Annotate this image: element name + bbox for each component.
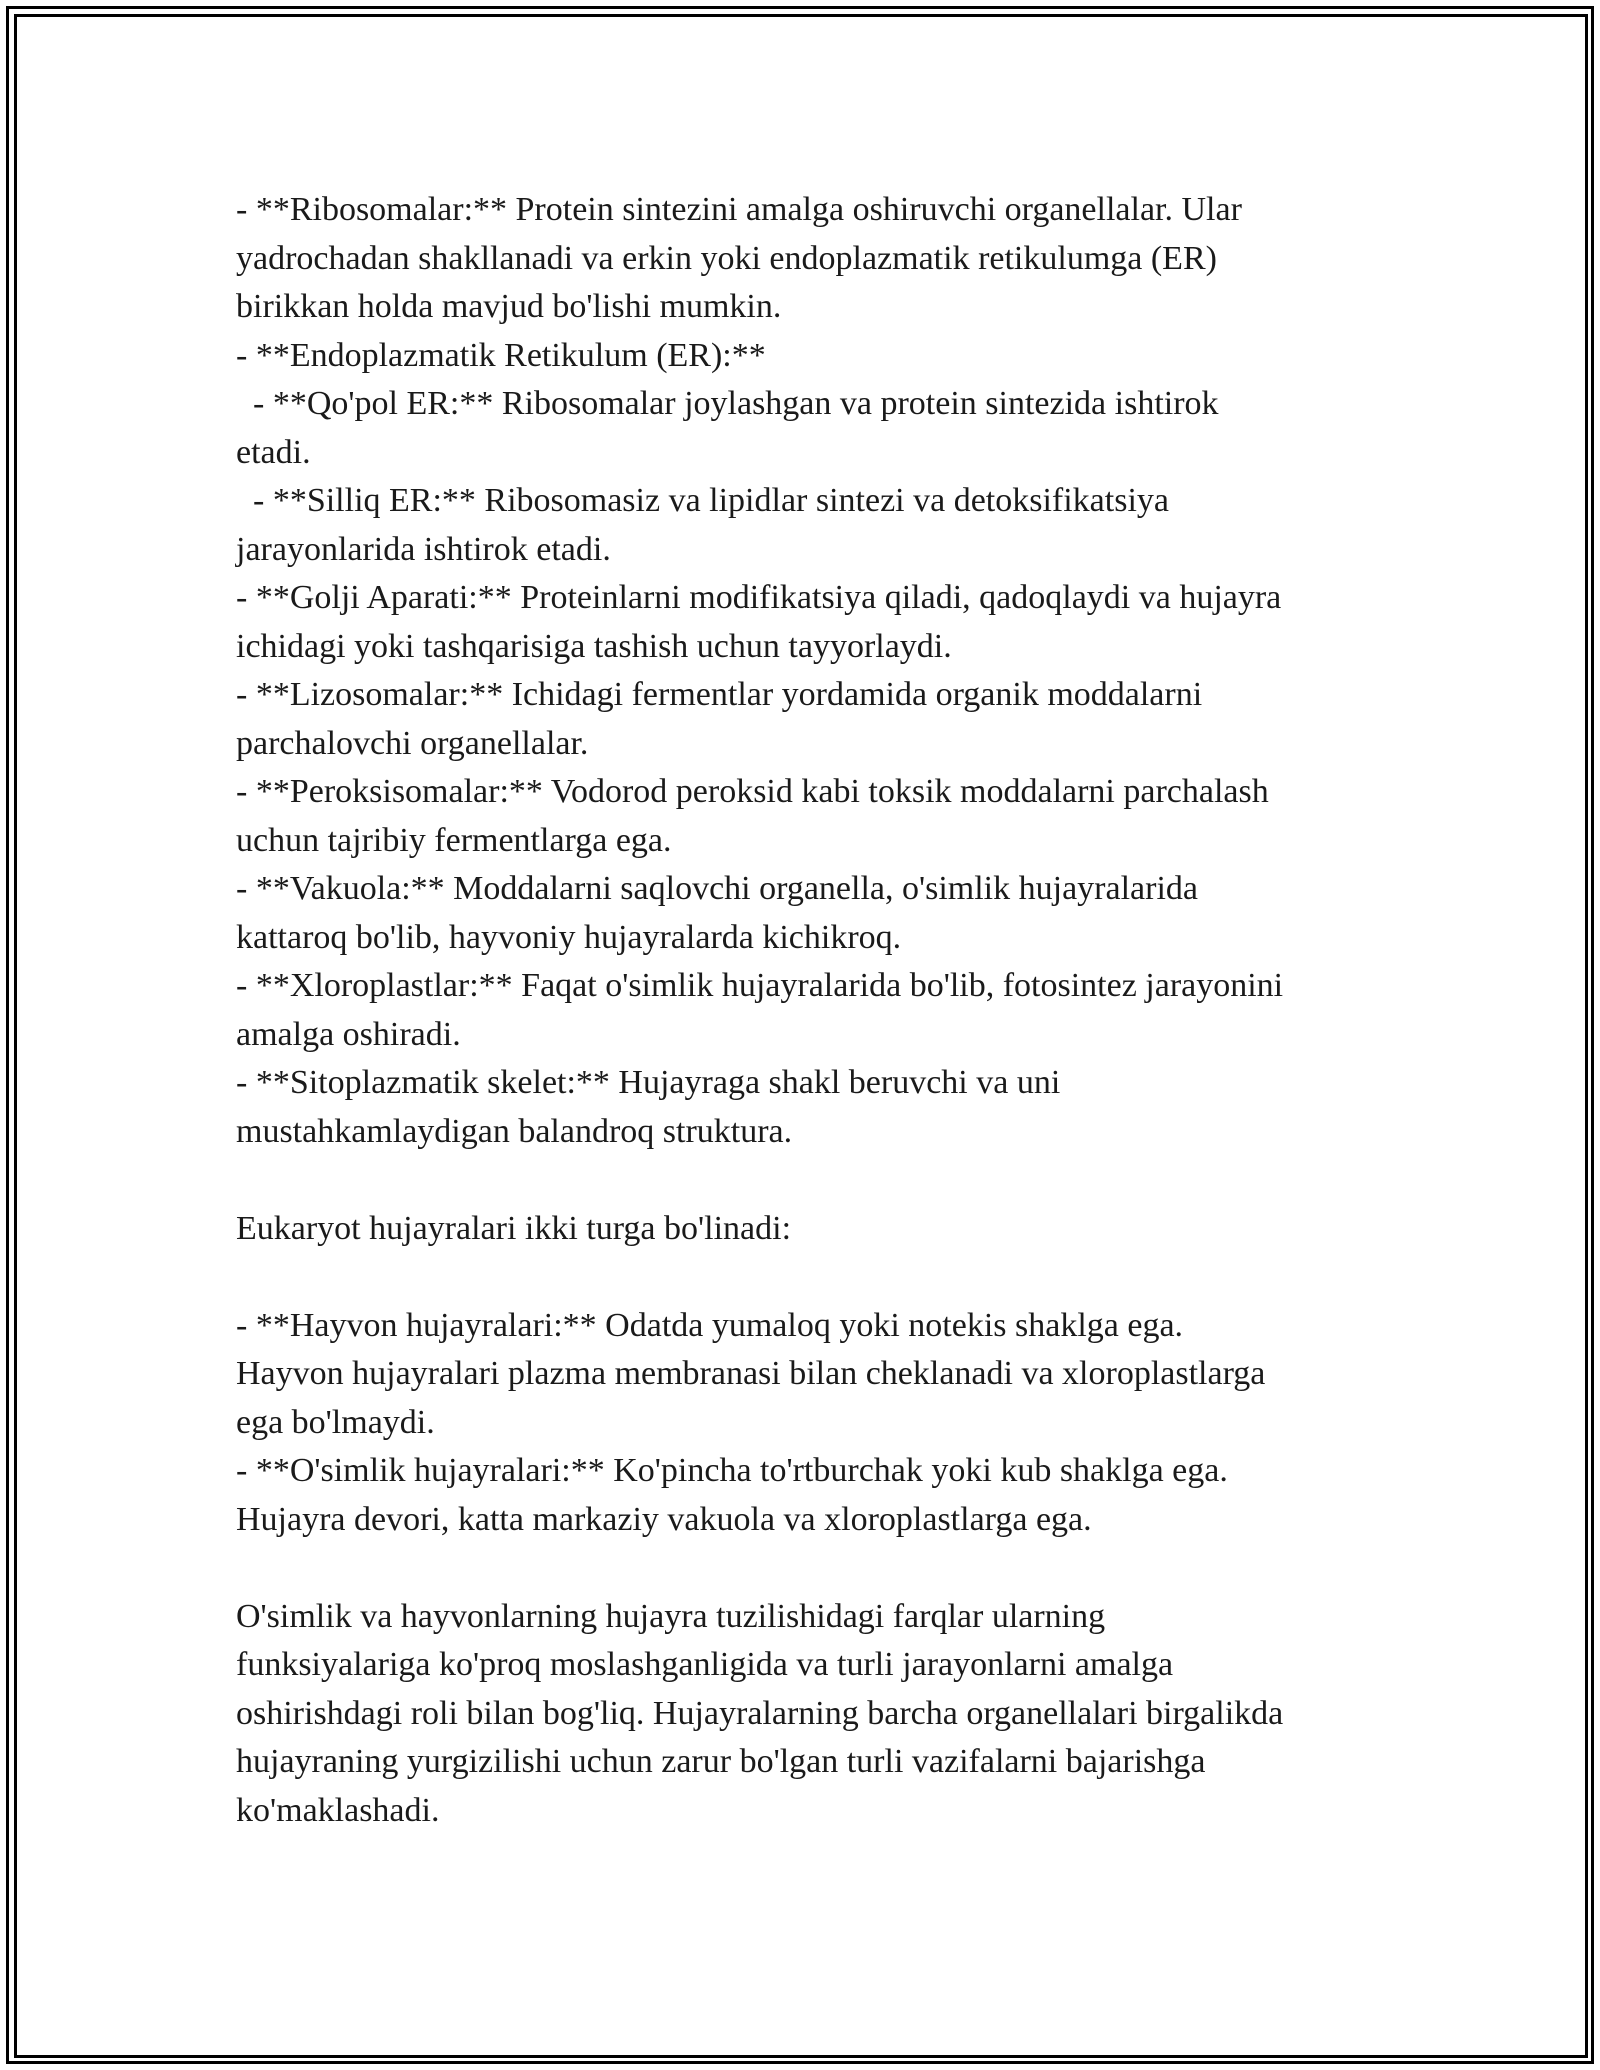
- text-line: ko'maklashadi.: [236, 1791, 440, 1829]
- text-line: jarayonlarida ishtirok etadi.: [236, 530, 611, 568]
- text-line: ichidagi yoki tashqarisiga tashish uchun tayyorlaydi.: [236, 627, 952, 665]
- text-line: - **Hayvon hujayralari:** Odatda yumaloq yoki notekis shaklga ega.: [236, 1306, 1184, 1344]
- text-line: birikkan holda mavjud bo'lishi mumkin.: [236, 288, 782, 325]
- text-line: - **Silliq ER:** Ribosomasiz va lipidlar sintezi va detoksifikatsiya: [236, 482, 1169, 519]
- text-line: - **O'simlik hujayralari:** Ko'pincha to'rtburchak yoki kub shaklga ega.: [236, 1452, 1228, 1489]
- text-line: - **Sitoplazmatik skelet:** Hujayraga shakl beruvchi va uni: [236, 1064, 1061, 1101]
- text-line: uchun tajribiy fermentlarga ega.: [236, 821, 672, 859]
- blank-line: [236, 1253, 1386, 1302]
- text-line: - **Qo'pol ER:** Ribosomalar joylashgan va protein sintezida ishtirok: [236, 385, 1219, 422]
- text-line: O'simlik va hayvonlarning hujayra tuzilishidagi farqlar ularning: [236, 1597, 1106, 1635]
- text-line: funksiyalariga ko'proq moslashganligida va turli jarayonlarni amalga: [236, 1646, 1174, 1683]
- blank-line: [236, 1156, 1386, 1205]
- text-line: - **Vakuola:** Moddalarni saqlovchi organella, o'simlik hujayralarida: [236, 870, 1198, 907]
- text-line: oshirishdagi roli bilan bog'liq. Hujayralarning barcha organellalari birgalikda: [236, 1694, 1284, 1732]
- text-line: - **Golji Aparati:** Proteinlarni modifikatsiya qiladi, qadoqlaydi va hujayra: [236, 579, 1282, 616]
- text-line: amalga oshiradi.: [236, 1015, 461, 1053]
- blank-line: [236, 1544, 1386, 1593]
- text-line: Hayvon hujayralari plazma membranasi bilan cheklanadi va xloroplastlarga: [236, 1355, 1266, 1392]
- text-line: - **Lizosomalar:** Ichidagi fermentlar yordamida organik moddalarni: [236, 676, 1203, 713]
- text-line: ega bo'lmaydi.: [236, 1403, 435, 1441]
- text-line: mustahkamlaydigan balandroq struktura.: [236, 1112, 793, 1150]
- text-line: etadi.: [236, 433, 311, 471]
- text-line: Eukaryot hujayralari ikki turga bo'linadi:: [236, 1209, 792, 1247]
- text-line: parchalovchi organellalar.: [236, 724, 589, 762]
- text-line: kattaroq bo'lib, hayvoniy hujayralarda kichikroq.: [236, 918, 902, 956]
- text-line: - **Peroksisomalar:** Vodorod peroksid kabi toksik moddalarni parchalash: [236, 773, 1269, 810]
- text-line: - **Ribosomalar:** Protein sintezini amalga oshiruvchi organellalar. Ular: [236, 191, 1242, 228]
- text-line: Hujayra devori, katta markaziy vakuola va xloroplastlarga ega.: [236, 1500, 1092, 1538]
- text-line: yadrochadan shakllanadi va erkin yoki endoplazmatik retikulumga (ER): [236, 239, 1217, 277]
- text-line: hujayraning yurgizilishi uchun zarur bo'lgan turli vazifalarni bajarishga: [236, 1743, 1206, 1780]
- document-body: [236, 186, 1386, 1835]
- text-line: - **Endoplazmatik Retikulum (ER):**: [236, 336, 766, 374]
- text-line: - **Xloroplastlar:** Faqat o'simlik hujayralarida bo'lib, fotosintez jarayonini: [236, 967, 1284, 1004]
